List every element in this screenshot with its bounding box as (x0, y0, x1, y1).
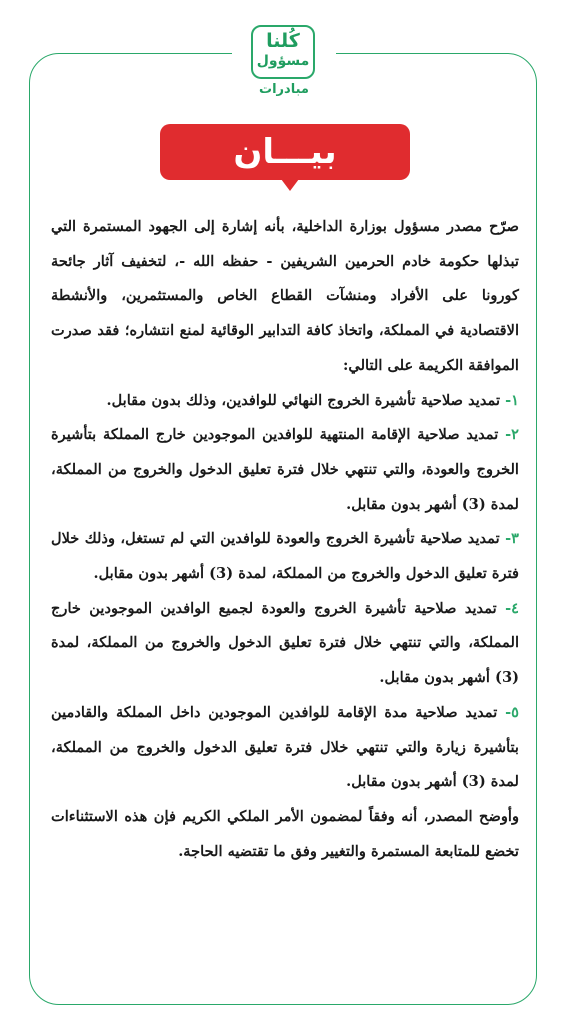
logo-line-1: كُلنا (266, 30, 300, 52)
list-item-4 (51, 592, 519, 696)
item-number: ٤- (505, 599, 519, 617)
list-item-5 (51, 696, 519, 800)
item-number: ١- (505, 391, 519, 409)
logo-box (251, 25, 315, 79)
item-text: تمديد صلاحية تأشيرة الخروج والعودة للوافدين التي لم تستغل، وذلك خلال فترة تعليق الدخول والخروج من المملكة، لمدة (3) أشهر بدون مقابل. (51, 530, 519, 583)
logo-line-3: مبادرات (259, 82, 309, 97)
banner-pointer (281, 179, 299, 191)
item-text: تمديد صلاحية تأشيرة الخروج النهائي للوافدين، وذلك بدون مقابل. (106, 391, 500, 409)
item-text: تمديد صلاحية الإقامة المنتهية للوافدين الموجودين خارج المملكة بتأشيرة الخروج والعودة، والتي تنتهي خلال فترة تعليق الدخول والخروج من المملكة، لمدة (3) أشهر بدون مقابل. (51, 426, 519, 513)
item-number: ٣- (505, 530, 519, 548)
closing-paragraph: وأوضح المصدر، أنه وفقاً لمضمون الأمر الملكي الكريم فإن هذه الاستثناءات تخضع للمتابعة المستمرة والتغيير وفق ما تقتضيه الحاجة. (51, 807, 519, 860)
list-item-2 (51, 418, 519, 522)
intro-paragraph: صرّح مصدر مسؤول بوزارة الداخلية، بأنه إشارة إلى الجهود المستمرة التي تبذلها حكومة خادم الحرمين الشريفين - حفظه الله -، لتخفيف آثار جائحة كورونا على الأفراد ومنشآت القطاع الخاص والمستثمرين، والأنشطة الاقتصادية في المملكة، واتخاذ كافة التدابير الوقائية لمنع انتشاره؛ فقد صدرت الموافقة الكريمة على التالي: (51, 218, 519, 374)
item-text: تمديد صلاحية تأشيرة الخروج والعودة لجميع الوافدين الموجودين خارج المملكة، والتي تنتهي خلال فترة تعليق الدخول والخروج من المملكة، لمدة (3) أشهر بدون مقابل. (51, 599, 519, 687)
item-number: ٢- (505, 426, 519, 444)
logo (232, 20, 336, 106)
statement-body (51, 210, 519, 869)
item-number: ٥- (505, 703, 519, 721)
item-text: تمديد صلاحية مدة الإقامة للوافدين الموجودين داخل المملكة والقادمين بتأشيرة زيارة والتي تنتهي خلال فترة تعليق الدخول والخروج من المملكة، لمدة (3) أشهر بدون مقابل. (51, 703, 519, 791)
logo-line-2: مسؤول (256, 53, 310, 69)
statement-banner: بيـــان (160, 124, 410, 180)
list-item-3 (51, 522, 519, 591)
list-item-1 (51, 384, 519, 419)
